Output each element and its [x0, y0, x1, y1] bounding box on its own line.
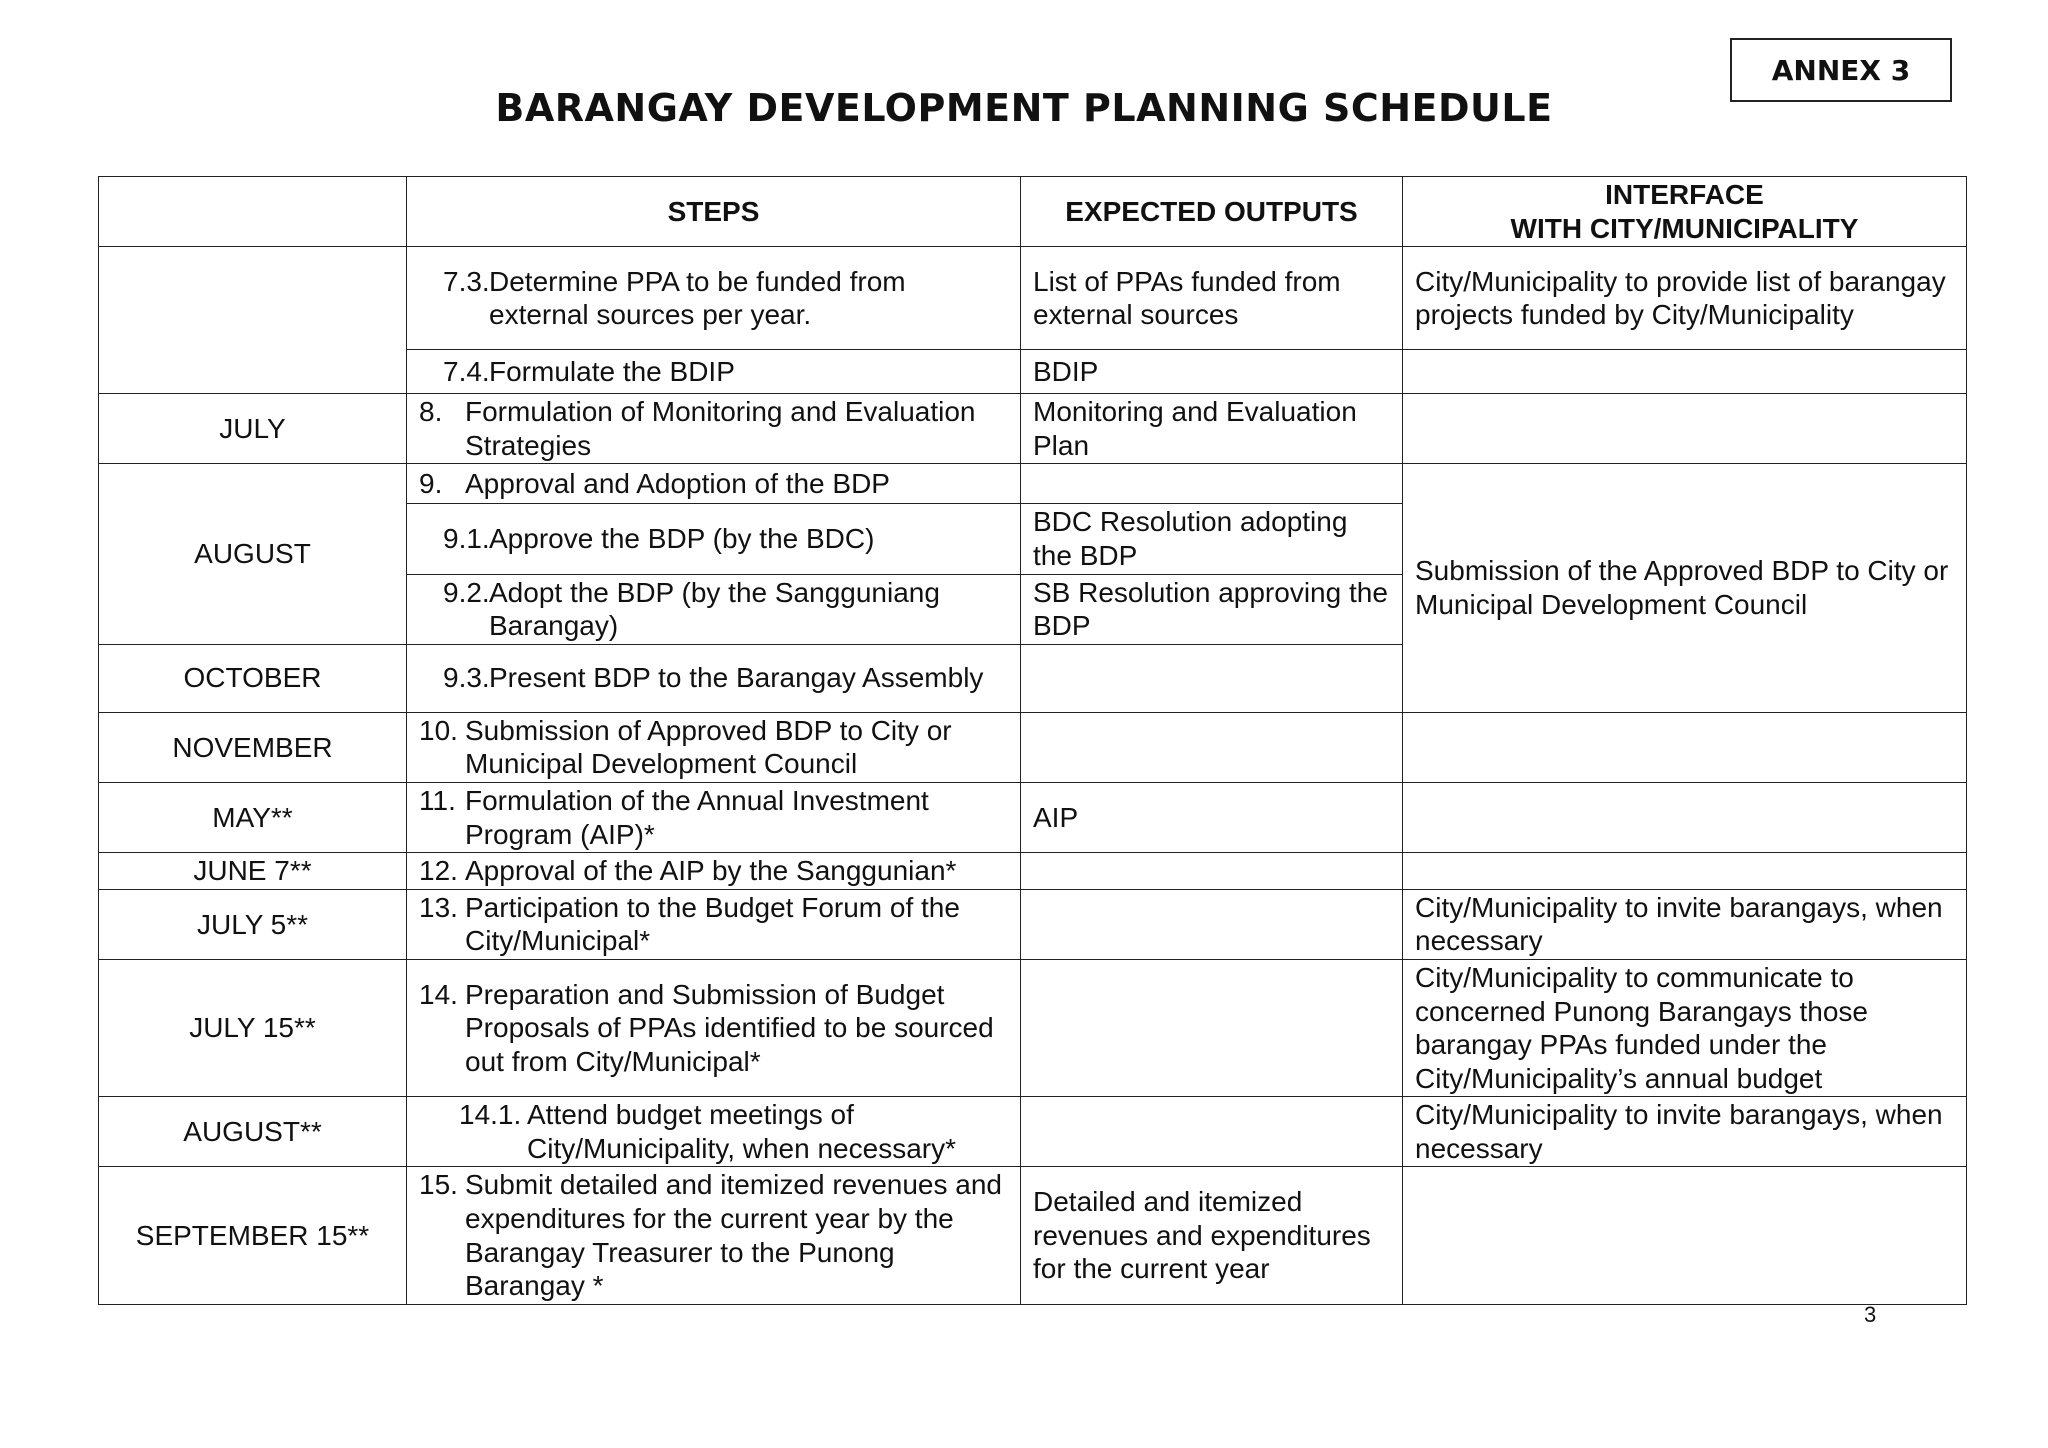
month-cell: JUNE 7**: [99, 853, 407, 890]
step-text: Determine PPA to be funded from external sources per year.: [489, 265, 906, 331]
step-text: Present BDP to the Barangay Assembly: [489, 662, 984, 694]
interface-cell: City/Municipality to invite barangays, when necessary: [1403, 1097, 1967, 1167]
step-cell: [407, 959, 1021, 1096]
output-cell: BDC Resolution adopting the BDP: [1021, 504, 1403, 574]
table-row: [99, 889, 1967, 959]
step-cell: [407, 1167, 1021, 1304]
step-number: 8.: [419, 396, 443, 428]
step-number: 12.: [419, 855, 458, 887]
step-text: Formulation of the Annual Investment Program (AIP)*: [465, 784, 929, 850]
step-text: Adopt the BDP (by the Sangguniang Barangay): [489, 576, 940, 642]
table-row: [99, 712, 1967, 782]
interface-cell: City/Municipality to provide list of barangay projects funded by City/Municipality: [1403, 247, 1967, 350]
output-cell: [1021, 712, 1403, 782]
step-cell: [407, 464, 1021, 504]
step-cell: [407, 644, 1021, 712]
interface-cell: [1403, 782, 1967, 852]
page-number: 3: [1864, 1302, 1877, 1327]
output-cell: [1021, 853, 1403, 890]
step-number: 15.: [419, 1169, 458, 1201]
output-cell: SB Resolution approving the BDP: [1021, 574, 1403, 644]
step-cell: [407, 712, 1021, 782]
step-number: 14.: [419, 978, 458, 1010]
header-interface-line1: INTERFACE: [1605, 179, 1764, 210]
header-outputs: EXPECTED OUTPUTS: [1021, 177, 1403, 247]
interface-cell: [1403, 350, 1967, 394]
output-cell: Monitoring and Evaluation Plan: [1021, 394, 1403, 464]
month-cell: OCTOBER: [99, 644, 407, 712]
table-row: [99, 853, 1967, 890]
header-interface: [1403, 177, 1967, 247]
output-cell: AIP: [1021, 782, 1403, 852]
header-row: [99, 177, 1967, 247]
table-row: [99, 1167, 1967, 1304]
schedule-table: [98, 176, 1967, 1305]
step-number: 9.1.: [443, 523, 490, 555]
interface-cell: [1403, 712, 1967, 782]
table-row: [99, 1097, 1967, 1167]
output-cell: [1021, 1097, 1403, 1167]
output-cell: [1021, 644, 1403, 712]
month-cell: SEPTEMBER 15**: [99, 1167, 407, 1304]
interface-cell: [1403, 1167, 1967, 1304]
page-title: BARANGAY DEVELOPMENT PLANNING SCHEDULE: [495, 86, 1553, 130]
step-text: Submission of Approved BDP to City or Municipal Development Council: [465, 714, 952, 780]
step-cell: [407, 350, 1021, 394]
step-text: Preparation and Submission of Budget Proposals of PPAs identified to be sourced out from City/Municipal*: [465, 978, 994, 1077]
output-cell: [1021, 959, 1403, 1096]
table-row: [99, 464, 1967, 504]
step-cell: [407, 853, 1021, 890]
table-row: [99, 782, 1967, 852]
step-text: Approval and Adoption of the BDP: [465, 468, 890, 500]
table-row: [99, 959, 1967, 1096]
output-cell: List of PPAs funded from external sources: [1021, 247, 1403, 350]
output-cell: [1021, 889, 1403, 959]
table-row: [99, 247, 1967, 350]
step-text: Approve the BDP (by the BDC): [489, 523, 875, 555]
step-cell: [407, 247, 1021, 350]
header-month: [99, 177, 407, 247]
step-text: Approval of the AIP by the Sanggunian*: [465, 855, 957, 887]
step-text: Participation to the Budget Forum of the City/Municipal*: [465, 891, 960, 957]
output-cell: BDIP: [1021, 350, 1403, 394]
month-cell: MAY**: [99, 782, 407, 852]
month-cell: [99, 247, 407, 394]
annex-label: ANNEX 3: [1730, 38, 1952, 102]
month-cell: NOVEMBER: [99, 712, 407, 782]
month-cell: AUGUST: [99, 464, 407, 644]
step-cell: [407, 889, 1021, 959]
output-cell: Detailed and itemized revenues and expenditures for the current year: [1021, 1167, 1403, 1304]
step-number: 13.: [419, 891, 458, 923]
header-steps: STEPS: [407, 177, 1021, 247]
interface-cell: [1403, 853, 1967, 890]
output-cell: [1021, 464, 1403, 504]
interface-cell: City/Municipality to communicate to concerned Punong Barangays those barangay PPAs funded under the City/Municipality’s annual budget: [1403, 959, 1967, 1096]
interface-cell: [1403, 394, 1967, 464]
step-number: 11.: [419, 784, 456, 816]
step-number: 14.1.: [459, 1099, 522, 1131]
step-text: Submit detailed and itemized revenues and expenditures for the current year by the Barangay Treasurer to the Punong Barangay *: [465, 1169, 1003, 1302]
interface-cell: City/Municipality to invite barangays, when necessary: [1403, 889, 1967, 959]
step-number: 9.: [419, 468, 443, 500]
interface-cell: Submission of the Approved BDP to City or Municipal Development Council: [1403, 464, 1967, 712]
step-number: 7.4.: [443, 355, 490, 387]
month-cell: JULY 15**: [99, 959, 407, 1096]
step-text: Formulation of Monitoring and Evaluation Strategies: [465, 396, 976, 461]
step-number: 9.2.: [443, 576, 490, 608]
step-cell: [407, 1097, 1021, 1167]
step-cell: [407, 782, 1021, 852]
step-number: 7.3.: [443, 265, 490, 297]
month-cell: JULY 5**: [99, 889, 407, 959]
step-number: 9.3.: [443, 662, 490, 694]
step-text: Formulate the BDIP: [489, 355, 735, 387]
table-row: [99, 394, 1967, 464]
step-cell: [407, 574, 1021, 644]
step-text: Attend budget meetings of City/Municipality, when necessary*: [527, 1099, 956, 1164]
step-cell: [407, 394, 1021, 464]
step-number: 10.: [419, 714, 458, 746]
month-cell: JULY: [99, 394, 407, 464]
step-cell: [407, 504, 1021, 574]
header-interface-line2: WITH CITY/MUNICIPALITY: [1510, 212, 1859, 244]
month-cell: AUGUST**: [99, 1097, 407, 1167]
